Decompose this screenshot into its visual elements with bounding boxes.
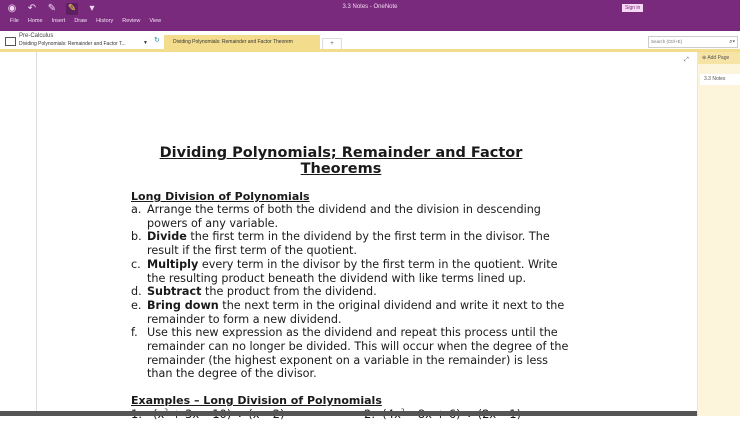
sync-icon[interactable]: ↻ — [154, 37, 160, 44]
pages-pane — [698, 52, 740, 416]
list-label: a. — [131, 203, 142, 216]
section-heading: Long Division of Polynomials — [131, 190, 310, 203]
menu-home[interactable]: Home — [27, 18, 43, 24]
notebook-name[interactable]: Pre-Calculus — [19, 33, 54, 39]
search-placeholder: Search (Ctrl+E) — [651, 39, 683, 44]
notebook-icon[interactable] — [5, 37, 16, 46]
list-label: e. — [131, 298, 142, 312]
list-text: Bring down the next term in the original dividend and write it next to the remainder to form a new dividend. — [147, 298, 565, 326]
document-content — [131, 145, 571, 421]
search-input[interactable] — [648, 36, 738, 48]
menu-view[interactable]: View — [149, 18, 162, 24]
pen-icon[interactable]: ✎ — [47, 3, 57, 14]
title-bar — [0, 0, 740, 31]
sign-in-button[interactable]: Sign in — [622, 4, 643, 12]
list-text: Use this new expression as the dividend and repeat this process until the remainder can no longer be divided. This will occur when the degree of the remainder (the highest exponent on a variable in the remainder) is less than the degree of the divisor. — [147, 326, 569, 381]
dropdown-icon[interactable]: ▾ — [89, 3, 95, 14]
highlighter-icon[interactable]: ✎ — [67, 3, 77, 14]
page-item[interactable]: 3.3 Notes — [700, 74, 740, 85]
list-text: Arrange the terms of both the dividend and the division in descending powers of any variable. — [147, 203, 541, 230]
list-item — [131, 326, 571, 381]
search-icon[interactable]: ⌕▾ — [729, 39, 735, 45]
list-item — [131, 230, 571, 257]
back-icon[interactable]: ◉ — [7, 3, 17, 14]
page-margin-line — [36, 52, 37, 416]
add-page-label: Add Page — [707, 55, 730, 61]
list-label: f. — [131, 326, 138, 340]
notebook-nav-bar — [0, 31, 740, 52]
list-text: Divide the first term in the dividend by the first term in the divisor. The result if the first term of the quotient. — [147, 230, 550, 258]
horizontal-scrollbar[interactable] — [0, 411, 697, 416]
tab-active-section[interactable]: Dividing Polynomials: Remainder and Factor Theorem — [164, 35, 320, 49]
undo-icon[interactable]: ↶ — [27, 3, 37, 14]
menu-history[interactable]: History — [96, 18, 114, 24]
page-title: Dividing Polynomials; Remainder and Factor Theorems — [159, 145, 523, 177]
examples-heading: Examples – Long Division of Polynomials — [131, 394, 382, 408]
list-item — [131, 203, 571, 230]
chevron-down-icon[interactable]: ▼ — [143, 40, 148, 46]
section-name[interactable]: Dividing Polynomials: Remainder and Factor T... — [19, 41, 126, 47]
menu-review[interactable]: Review — [122, 18, 141, 24]
list-label: d. — [131, 285, 142, 299]
ribbon-menu — [0, 18, 161, 24]
expand-icon[interactable]: ⤢ — [684, 57, 689, 63]
add-section-button[interactable]: + — [322, 38, 342, 49]
list-item — [131, 258, 571, 285]
list-item — [131, 285, 571, 299]
list-text: Multiply every term in the divisor by the first term in the quotient. Write the resulting product beneath the dividend with like terms lined up. — [147, 257, 558, 285]
list-text: Subtract the product from the dividend. — [147, 285, 377, 299]
app-title: 3.3 Notes - OneNote — [342, 4, 398, 10]
list-label: c. — [131, 257, 141, 271]
menu-file[interactable]: File — [10, 18, 19, 24]
list-item — [131, 299, 571, 326]
list-label: b. — [131, 230, 142, 244]
menu-insert[interactable]: Insert — [51, 18, 66, 24]
add-page-button[interactable]: ⊕ Add Page — [698, 52, 740, 64]
menu-draw[interactable]: Draw — [74, 18, 88, 24]
